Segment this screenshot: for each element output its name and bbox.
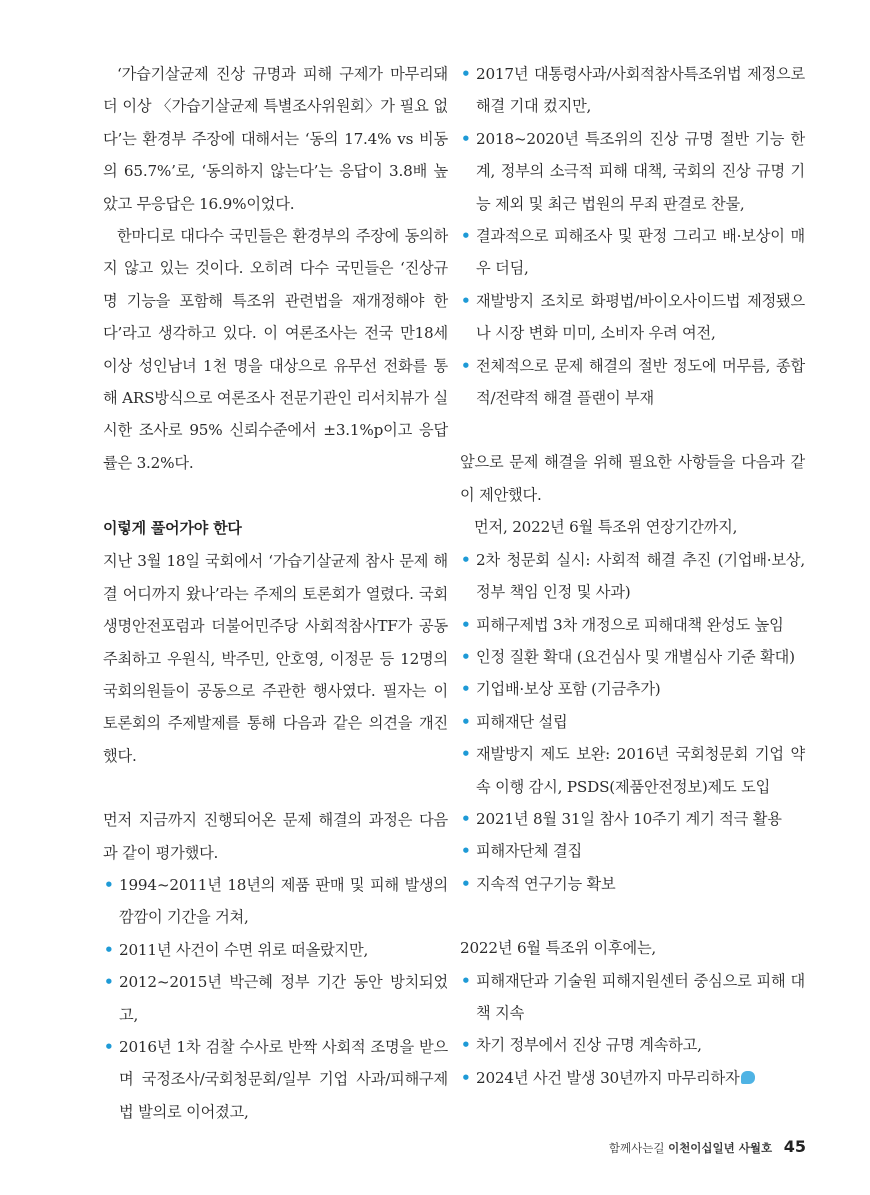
list-item: • 결과적으로 피해조사 및 판정 그리고 배·보상이 매우 더딤, (460, 220, 805, 285)
bullet-icon: • (461, 227, 471, 246)
bullet-icon: • (461, 615, 471, 634)
bullet-icon: • (461, 65, 471, 83)
paragraph: 먼저, 2022년 6월 특조위 연장기간까지, (474, 518, 738, 537)
page-number: 45 (783, 1137, 806, 1156)
section-heading: 이렇게 풀어가야 한다 (103, 519, 242, 538)
bullet-icon: • (104, 1037, 114, 1056)
bullet-icon: • (461, 971, 471, 990)
paragraph: 지난 3월 18일 국회에서 ‘가습기살균제 참사 문제 해결 어디까지 왔나’라는 주제의 토론회가 열렸다. 국회생명안전포럼과 더불어민주당 사회적참사TF가 공동주최하고 우원식, 박주민, 안호영, 이정문 등 12명의 국회의원들이 공동으로 주관한 행사였다. 필자는 이 토론회의 주제발제를 통해 다음과 같은 의견을 개진했다. (103, 552, 448, 765)
list-item: • 2017년 대통령사과/사회적참사특조위법 제정으로 해결 기대 컸지만, (460, 58, 805, 123)
bullet-icon: • (461, 1036, 471, 1055)
list-item: • 2011년 사건이 수면 위로 떠올랐지만, (103, 934, 448, 966)
list-item: • 기업배·보상 포함 (기금추가) (460, 673, 805, 705)
bullet-icon: • (461, 1068, 471, 1087)
bullet-icon: • (461, 809, 471, 828)
magazine-name: 함께사는길 (608, 1141, 665, 1155)
bullet-icon: • (461, 712, 471, 731)
page-footer (609, 1137, 806, 1156)
list-item: • 피해재단과 기술원 피해지원센터 중심으로 피해 대책 지속 (460, 965, 805, 1030)
list-item: • 재발방지 제도 보완: 2016년 국회청문회 기업 약속 이행 감시, PSDS(제품안전정보)제도 도입 (460, 738, 805, 803)
list-item: • 피해자단체 결집 (460, 835, 805, 867)
list-item: • 2018~2020년 특조위의 진상 규명 절반 기능 한계, 정부의 소극적 피해 대책, 국회의 진상 규명 기능 제외 및 최근 법원의 무죄 판결로 찬물, (460, 123, 805, 220)
list-item: • 지속적 연구기능 확보 (460, 868, 805, 900)
list-item: • 2021년 8월 31일 참사 10주기 계기 적극 활용 (460, 803, 805, 835)
list-item: • 2012~2015년 박근혜 정부 기간 동안 방치되었고, (103, 966, 448, 1031)
list-item: • 차기 정부에서 진상 규명 계속하고, (460, 1029, 805, 1061)
paragraph: ‘가습기살균제 진상 규명과 피해 구제가 마무리돼 더 이상 〈가습기살균제 특별조사위원회〉가 필요 없다’는 환경부 주장에 대해서는 ‘동의 17.4% vs 비동의 65.7%’로, ‘동의하지 않는다’는 응답이 3.8배 높았고 무응답은 16.9%이었다. (103, 65, 448, 213)
list-item: • 피해구제법 3차 개정으로 피해대책 완성도 높임 (460, 609, 805, 641)
list-item: • 전체적으로 문제 해결의 절반 정도에 머무름, 종합적/전략적 해결 플랜이 부재 (460, 350, 805, 415)
issue-label: 이천이십일년 사월호 (668, 1141, 773, 1155)
bullet-icon: • (104, 875, 114, 894)
paragraph: 2022년 6월 특조위 이후에는, (460, 939, 657, 958)
bullet-icon: • (461, 874, 471, 893)
bullet-list (460, 58, 805, 414)
bullet-list (103, 869, 448, 1128)
bullet-icon: • (461, 356, 471, 375)
paragraph: 앞으로 문제 해결을 위해 필요한 사항들을 다음과 같이 제안했다. (460, 453, 805, 504)
list-item: • 인정 질환 확대 (요건심사 및 개별심사 기준 확대) (460, 641, 805, 673)
paragraph: 한마디로 대다수 국민들은 환경부의 주장에 동의하지 않고 있는 것이다. 오히려 다수 국민들은 ‘진상규명 기능을 포함해 특조위 관련법을 재개정해야 한다’라고 생각하고 있다. 이 여론조사는 전국 만18세 이상 성인남녀 1천 명을 대상으로 유무선 전화를 통해 ARS방식으로 여론조사 전문기관인 리서치뷰가 실시한 조사로 95% 신뢰수준에서 ±3.1%p이고 응답률은 3.2%다. (103, 227, 448, 472)
bullet-icon: • (104, 973, 114, 992)
list-item: • 재발방지 조치로 화평법/바이오사이드법 제정됐으나 시장 변화 미미, 소비자 우려 여전, (460, 285, 805, 350)
paragraph: 먼저 지금까지 진행되어온 문제 해결의 과정은 다음과 같이 평가했다. (103, 811, 448, 862)
list-item: • 피해재단 설립 (460, 706, 805, 738)
bullet-icon: • (461, 291, 471, 310)
bullet-icon: • (461, 550, 471, 569)
speech-bubble-icon (741, 1071, 755, 1084)
list-item: • 1994~2011년 18년의 제품 판매 및 피해 발생의 깜깜이 기간을 거쳐, (103, 869, 448, 934)
list-item: • 2016년 1차 검찰 수사로 반짝 사회적 조명을 받으며 국정조사/국회청문회/일부 기업 사과/피해구제법 발의로 이어졌고, (103, 1031, 448, 1128)
right-column (460, 58, 805, 1094)
bullet-icon: • (461, 680, 471, 699)
bullet-list (460, 965, 805, 1095)
bullet-icon: • (461, 647, 471, 666)
bullet-icon: • (461, 842, 471, 861)
list-item: • 2024년 사건 발생 30년까지 마무리하자 (460, 1062, 805, 1094)
bullet-icon: • (104, 940, 114, 959)
bullet-icon: • (461, 129, 471, 148)
bullet-list (460, 544, 805, 900)
left-column (103, 58, 448, 1128)
bullet-icon: • (461, 745, 471, 764)
list-item: • 2차 청문회 실시: 사회적 해결 추진 (기업배·보상, 정부 책임 인정 및 사과) (460, 544, 805, 609)
